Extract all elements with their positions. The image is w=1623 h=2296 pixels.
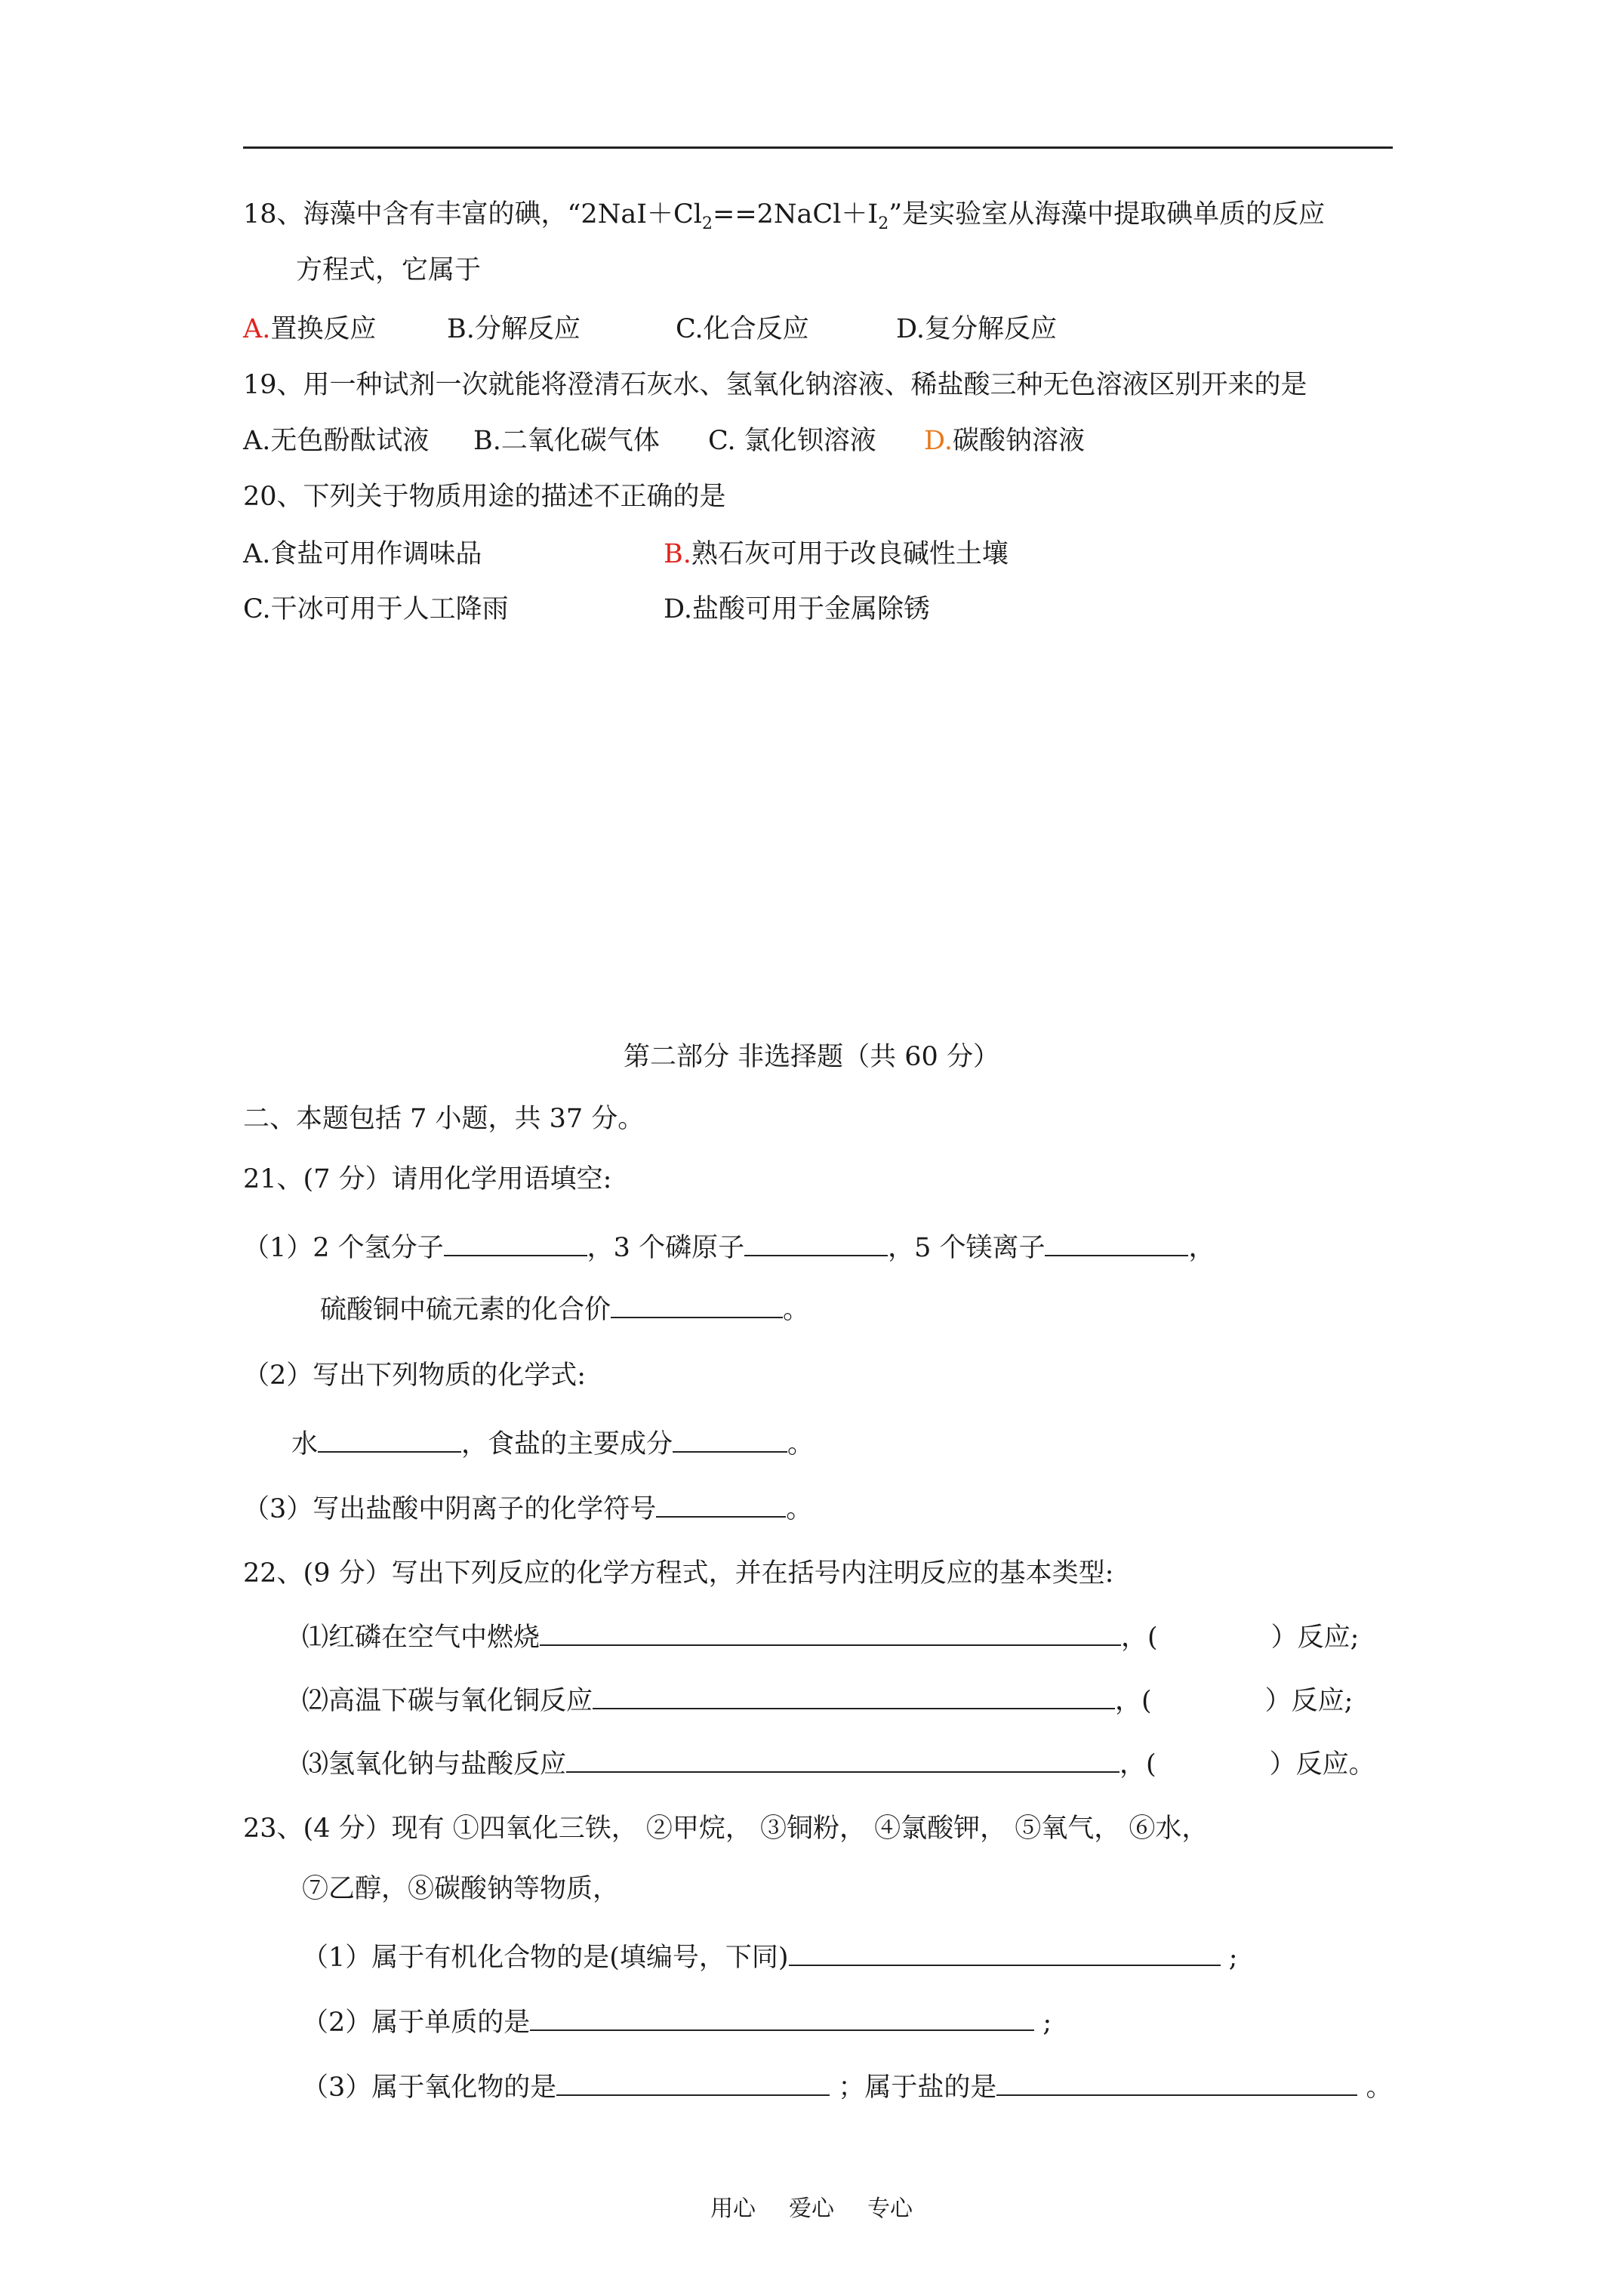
header-rule bbox=[243, 146, 1393, 149]
footer-item: 专心 bbox=[867, 2196, 913, 2222]
q19-stem: 19、用一种试剂一次就能将澄清石灰水、氢氧化钠溶液、稀盐酸三种无色溶液区别开来的是 bbox=[243, 370, 1307, 400]
q19-answer-letter: D. bbox=[924, 426, 953, 456]
q20-options-row1: A.食盐可用作调味品 B.熟石灰可用于改良碱性土壤 bbox=[243, 539, 1009, 569]
answer-blank[interactable] bbox=[744, 1231, 888, 1256]
answer-blank[interactable] bbox=[656, 1492, 786, 1518]
footer-item: 爱心 bbox=[789, 2196, 834, 2222]
q18-stem-line1: 18、海藻中含有丰富的碘，“$2NaI+Cl_2==2NaCl+I_2$”是实验室从海藻中提取碘单质的反应 bbox=[243, 199, 1326, 233]
answer-blank[interactable] bbox=[789, 1940, 1221, 1966]
q18-stem-line2: 方程式，它属于 bbox=[296, 255, 482, 285]
q22-reaction-1: ⑴红磷在空气中燃烧 ，( ）反应; bbox=[302, 1620, 1359, 1654]
answer-blank[interactable] bbox=[540, 1620, 1121, 1646]
answer-blank[interactable] bbox=[318, 1427, 461, 1453]
q20-answer-letter: B. bbox=[664, 539, 691, 569]
q23-part2: （2）属于单质的是 ; bbox=[302, 2005, 1052, 2039]
footer-item: 用心 bbox=[710, 2196, 756, 2222]
page-footer bbox=[0, 2193, 1623, 2226]
q20-stem: 20、下列关于物质用途的描述不正确的是 bbox=[243, 482, 726, 512]
q23-stem-line2: ⑦乙醇，⑧碳酸钠等物质， bbox=[302, 1874, 620, 1904]
answer-blank[interactable] bbox=[444, 1231, 587, 1256]
q22-stem: 22、(9 分）写出下列反应的化学方程式，并在括号内注明反应的基本类型: bbox=[243, 1558, 1114, 1589]
answer-blank[interactable] bbox=[530, 2005, 1034, 2031]
answer-blank[interactable] bbox=[593, 1684, 1115, 1709]
answer-blank[interactable] bbox=[566, 1747, 1119, 1773]
answer-blank[interactable] bbox=[673, 1427, 787, 1453]
q21-part1: （1）2 个氢分子 ，3 个磷原子 ，5 个镁离子 ， bbox=[243, 1231, 1215, 1265]
answer-blank[interactable] bbox=[556, 2070, 830, 2096]
q23-stem: 23、(4 分）现有 ①四氧化三铁， ②甲烷， ③铜粉， ④氯酸钾， ⑤氧气， ⑥水， bbox=[243, 1814, 1209, 1844]
q23-part1: （1）属于有机化合物的是(填编号，下同) ; bbox=[302, 1940, 1238, 1974]
q22-reaction-2: ⑵高温下碳与氧化铜反应 ，( ）反应; bbox=[302, 1684, 1353, 1718]
answer-blank[interactable] bbox=[996, 2070, 1357, 2096]
q21-stem: 21、(7 分）请用化学用语填空: bbox=[243, 1164, 612, 1194]
part2-heading: 第二部分 非选择题（共 60 分） bbox=[624, 1042, 999, 1072]
q18-answer-letter: A. bbox=[243, 314, 271, 344]
q21-part2-answers: 水 ，食盐的主要成分 。 bbox=[291, 1427, 814, 1461]
q21-part1-line2: 硫酸铜中硫元素的化合价 。 bbox=[320, 1293, 809, 1327]
q20-options-row2: C.干冰可用于人工降雨 D.盐酸可用于金属除锈 bbox=[243, 594, 930, 624]
q18-options: A.置换反应 B.分解反应 C.化合反应 D.复分解反应 bbox=[243, 314, 1057, 344]
answer-blank[interactable] bbox=[611, 1293, 783, 1318]
q21-part3: （3）写出盐酸中阴离子的化学符号 。 bbox=[243, 1492, 812, 1526]
q21-part2: （2）写出下列物质的化学式: bbox=[243, 1361, 587, 1391]
q22-reaction-3: ⑶氢氧化钠与盐酸反应 ，( ）反应。 bbox=[302, 1747, 1375, 1781]
part2-intro: 二、本题包括 7 小题，共 37 分。 bbox=[243, 1104, 645, 1134]
answer-blank[interactable] bbox=[1045, 1231, 1188, 1256]
q19-options: A.无色酚酞试液 B.二氧化碳气体 C. 氯化钡溶液 D.碳酸钠溶液 bbox=[243, 426, 1085, 456]
q23-part3: （3）属于氧化物的是 ；属于盐的是 。 bbox=[302, 2070, 1393, 2104]
